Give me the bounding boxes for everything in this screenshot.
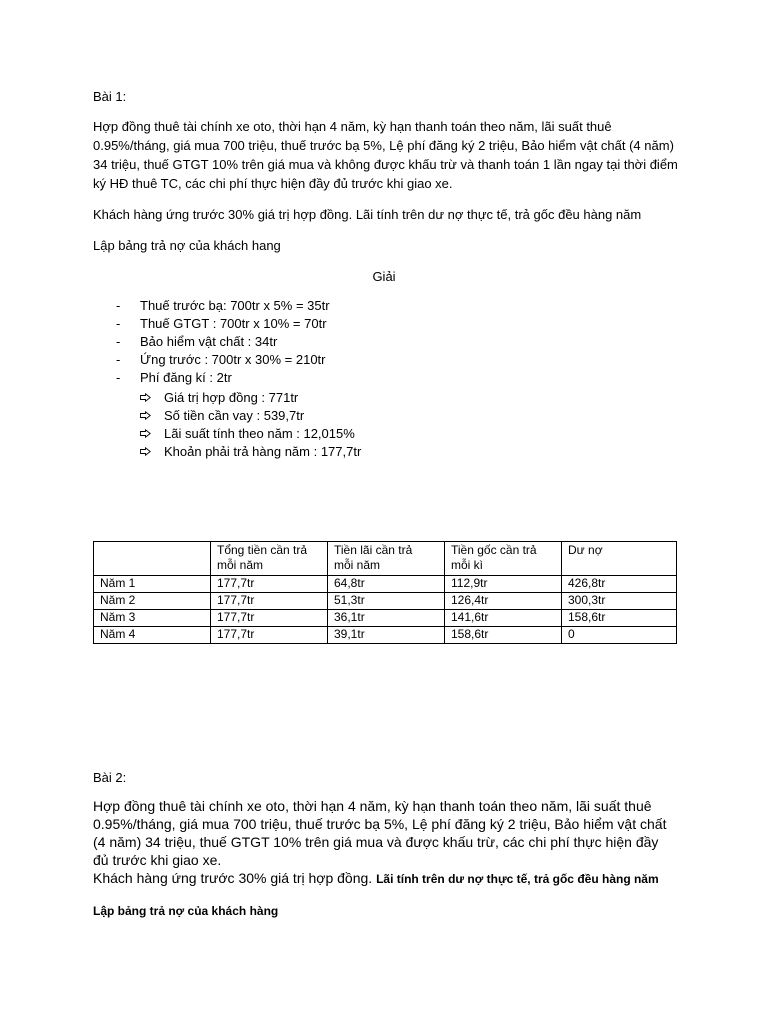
table-cell: 126,4tr xyxy=(445,593,562,610)
table-cell: 158,6tr xyxy=(562,610,677,627)
bai2-heading: Bài 2: xyxy=(93,770,127,785)
table-header-cell xyxy=(328,542,445,576)
table-cell: Năm 3 xyxy=(94,610,211,627)
bai2-interest-text: Lãi tính trên dư nợ thực tế, trả gốc đều hàng năm xyxy=(376,872,659,886)
result-item xyxy=(140,407,361,425)
bai1-problem-line: 34 triệu, thuế GTGT 10% trên giá mua và không được khấu trừ và thanh toán 1 lần ngay tại thời điểm xyxy=(93,157,678,172)
solution-title: Giải xyxy=(372,269,396,284)
table-cell: Năm 1 xyxy=(94,576,211,593)
table-cell: 0 xyxy=(562,627,677,644)
table-cell: 64,8tr xyxy=(328,576,445,593)
list-item xyxy=(116,333,330,351)
bai2-task-text: Lập bảng trả nợ của khách hàng xyxy=(93,904,279,918)
bai2-problem-line: Hợp đồng thuê tài chính xe oto, thời hạn 4 năm, kỳ hạn thanh toán theo năm, lãi suất thuê xyxy=(93,798,652,814)
table-cell: 177,7tr xyxy=(211,576,328,593)
dash-marker: - xyxy=(116,370,121,385)
arrow-outline-icon xyxy=(140,429,151,438)
bai2-problem-line: 0.95%/tháng, giá mua 700 triệu, thuế trước bạ 5%, Lệ phí đăng ký 2 triệu, Bảo hiểm vật chất xyxy=(93,816,667,832)
dash-marker: - xyxy=(116,352,121,367)
table-row xyxy=(94,576,677,593)
header-text: Tổng tiền cần trả mỗi năm xyxy=(217,543,308,572)
bai1-problem-line: ký HĐ thuê TC, các chi phí thực hiện đầy đủ trước khi giao xe. xyxy=(93,176,453,191)
dash-marker: - xyxy=(116,316,121,331)
result-item-text: Lãi suất tính theo năm : 12,015% xyxy=(164,426,355,441)
bai2-problem-text xyxy=(93,797,666,888)
bai1-advance-text: Khách hàng ứng trước 30% giá trị hợp đồng. Lãi tính trên dư nợ thực tế, trả gốc đều hàng năm xyxy=(93,207,642,222)
table-cell: 158,6tr xyxy=(445,627,562,644)
header-text: Tiền gốc cần trả mỗi kì xyxy=(451,543,537,572)
arrow-outline-icon xyxy=(140,393,151,402)
list-item-text: Thuế GTGT : 700tr x 10% = 70tr xyxy=(140,316,327,331)
bai1-problem-line: 0.95%/tháng, giá mua 700 triệu, thuế trước bạ 5%, Lệ phí đăng ký 2 triệu, Bảo hiểm vật chất (4 năm) xyxy=(93,138,674,153)
list-item-text: Phí đăng kí : 2tr xyxy=(140,370,232,385)
table-cell: 300,3tr xyxy=(562,593,677,610)
table-header-cell xyxy=(211,542,328,576)
table-cell: Năm 4 xyxy=(94,627,211,644)
bai1-task-text: Lập bảng trả nợ của khách hang xyxy=(93,238,281,253)
list-item-text: Bảo hiểm vật chất : 34tr xyxy=(140,334,278,349)
table-cell: 177,7tr xyxy=(211,627,328,644)
table-cell: 141,6tr xyxy=(445,610,562,627)
table-cell: 112,9tr xyxy=(445,576,562,593)
table-header-cell xyxy=(562,542,677,576)
bai2-advance-line xyxy=(93,869,666,888)
result-item xyxy=(140,389,361,407)
table-header-row xyxy=(94,542,677,576)
list-item xyxy=(116,315,330,333)
dash-marker: - xyxy=(116,298,121,313)
table-cell: 177,7tr xyxy=(211,610,328,627)
header-text: Tiền lãi cần trả mỗi năm xyxy=(334,543,413,572)
table-header-cell xyxy=(94,542,211,576)
list-item xyxy=(116,351,330,369)
list-item-text: Thuế trước bạ: 700tr x 5% = 35tr xyxy=(140,298,330,313)
bai2-advance-text: Khách hàng ứng trước 30% giá trị hợp đồng. xyxy=(93,870,377,886)
bai1-problem-line: Hợp đồng thuê tài chính xe oto, thời hạn 4 năm, kỳ hạn thanh toán theo năm, lãi suất thuê xyxy=(93,119,612,134)
list-item-text: Ứng trước : 700tr x 30% = 210tr xyxy=(140,352,326,367)
bai2-problem-line: (4 năm) 34 triệu, thuế GTGT 10% trên giá mua và được khấu trừ, các chi phí thực hiện đầy xyxy=(93,834,659,850)
list-item xyxy=(116,369,330,387)
table-row xyxy=(94,593,677,610)
header-text: Dư nợ xyxy=(568,543,603,557)
result-list xyxy=(140,389,361,461)
table-header-cell xyxy=(445,542,562,576)
debt-schedule-table xyxy=(93,541,677,644)
table-cell: Năm 2 xyxy=(94,593,211,610)
result-item-text: Số tiền cần vay : 539,7tr xyxy=(164,408,305,423)
solution-list xyxy=(116,297,330,387)
arrow-outline-icon xyxy=(140,447,151,456)
table-cell: 177,7tr xyxy=(211,593,328,610)
bai1-problem-text xyxy=(93,117,678,193)
table-cell: 39,1tr xyxy=(328,627,445,644)
bai2-problem-line: đủ trước khi giao xe. xyxy=(93,852,222,868)
result-item-text: Giá trị hợp đồng : 771tr xyxy=(164,390,299,405)
result-item xyxy=(140,425,361,443)
result-item-text: Khoản phải trả hàng năm : 177,7tr xyxy=(164,444,362,459)
table-row xyxy=(94,610,677,627)
table-cell: 36,1tr xyxy=(328,610,445,627)
dash-marker: - xyxy=(116,334,121,349)
table-cell: 426,8tr xyxy=(562,576,677,593)
list-item xyxy=(116,297,330,315)
result-item xyxy=(140,443,361,461)
table-row xyxy=(94,627,677,644)
arrow-outline-icon xyxy=(140,411,151,420)
bai1-heading: Bài 1: xyxy=(93,89,127,104)
table-cell: 51,3tr xyxy=(328,593,445,610)
